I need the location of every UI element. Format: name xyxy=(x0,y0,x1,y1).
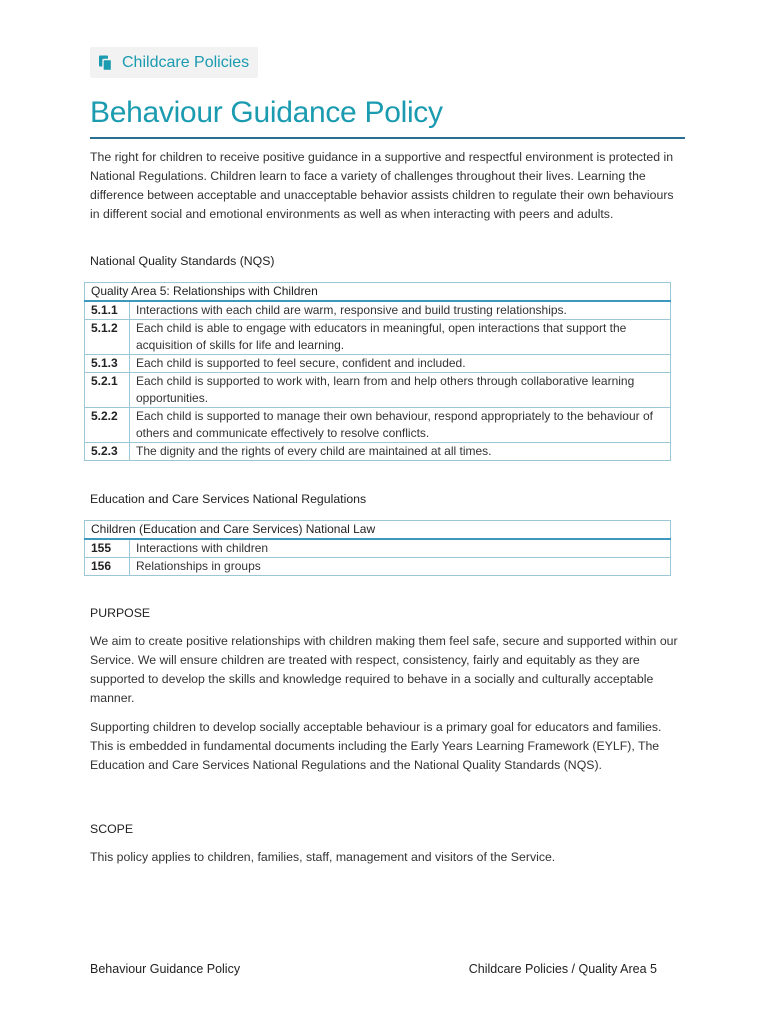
intro-paragraph: The right for children to receive positive guidance in a supportive and respectful environment is protected in National Regulations. Children learn to face a variety of challenges throughout their lives. Learning the difference between acceptable and unacceptable behavior assists children to regulate their own behaviours in different social and emotional environments as well as when interacting with peers and adults. xyxy=(90,150,674,221)
standard-code: 5.2.2 xyxy=(85,408,130,443)
table-row xyxy=(85,373,671,408)
regulation-number: 156 xyxy=(85,558,130,576)
table-row xyxy=(85,539,671,558)
standard-text: The dignity and the rights of every child are maintained at all times. xyxy=(130,443,671,461)
purpose-heading: PURPOSE xyxy=(90,606,151,620)
standard-code: 5.1.3 xyxy=(85,355,130,373)
purpose-paragraph-1: We aim to create positive relationships with children making them feel safe, secure and supported within our Service. We will ensure children are treated with respect, consistency, fairly and equitably as they are supported to develop the skills and knowledge required to behave in a socially and culturally acceptable manner. xyxy=(90,634,678,705)
regulation-text: Interactions with children xyxy=(130,539,671,558)
table-row xyxy=(85,408,671,443)
regulations-table-header: Children (Education and Care Services) National Law xyxy=(85,521,671,540)
standard-text: Each child is supported to manage their own behaviour, respond appropriately to the behaviour of others and communicate effectively to resolve conflicts. xyxy=(130,408,671,443)
regulation-text: Relationships in groups xyxy=(130,558,671,576)
nqs-table xyxy=(84,282,671,461)
footer-document-title: Behaviour Guidance Policy xyxy=(90,962,241,976)
category-tag[interactable] xyxy=(90,47,258,78)
category-tag-label: Childcare Policies xyxy=(122,53,250,71)
regulation-number: 155 xyxy=(85,539,130,558)
standard-text: Each child is supported to feel secure, confident and included. xyxy=(130,355,671,373)
nqs-table-header: Quality Area 5: Relationships with Children xyxy=(85,283,671,302)
scope-paragraph: This policy applies to children, families, staff, management and visitors of the Service. xyxy=(90,850,556,864)
page-title: Behaviour Guidance Policy xyxy=(90,96,443,129)
copy-documents-icon xyxy=(96,54,114,72)
standard-code: 5.2.1 xyxy=(85,373,130,408)
table-row xyxy=(85,355,671,373)
standard-code: 5.1.2 xyxy=(85,320,130,355)
regulations-table-header-row xyxy=(85,521,671,540)
standard-text: Each child is able to engage with educators in meaningful, open interactions that support the acquisition of skills for life and learning. xyxy=(130,320,671,355)
table-row xyxy=(85,301,671,320)
scope-heading: SCOPE xyxy=(90,822,134,836)
standard-code: 5.2.3 xyxy=(85,443,130,461)
nqs-heading: National Quality Standards (NQS) xyxy=(90,254,275,268)
table-row xyxy=(85,320,671,355)
regulations-table xyxy=(84,520,671,576)
nqs-table-header-row xyxy=(85,283,671,302)
table-row xyxy=(85,443,671,461)
regulations-heading: Education and Care Services National Regulations xyxy=(90,492,367,506)
table-row xyxy=(85,558,671,576)
standard-code: 5.1.1 xyxy=(85,301,130,320)
footer-category: Childcare Policies / Quality Area 5 xyxy=(468,962,657,976)
standard-text: Each child is supported to work with, learn from and help others through collaborative learning opportunities. xyxy=(130,373,671,408)
title-divider xyxy=(90,137,685,139)
standard-text: Interactions with each child are warm, responsive and build trusting relationships. xyxy=(130,301,671,320)
purpose-paragraph-2: Supporting children to develop socially acceptable behaviour is a primary goal for educators and families. This is embedded in fundamental documents including the Early Years Learning Framework (EYLF), The Education and Care Services National Regulations and the National Quality Standards (NQS). xyxy=(90,720,662,772)
